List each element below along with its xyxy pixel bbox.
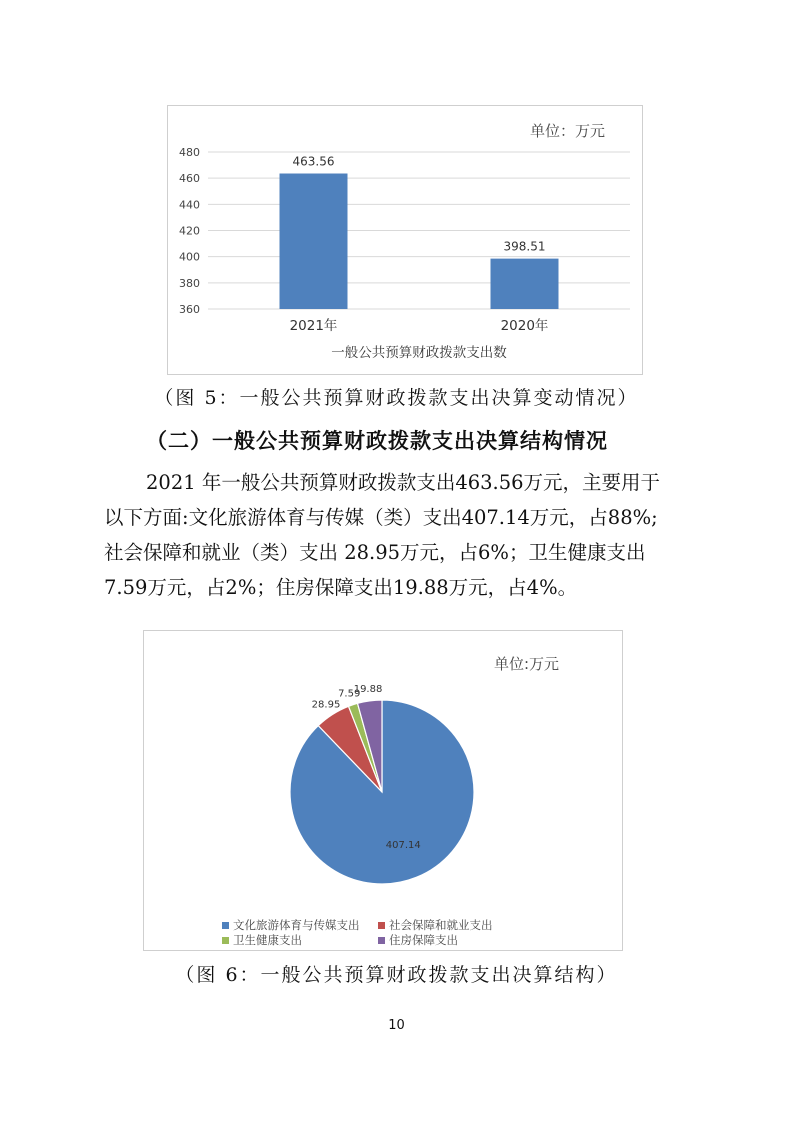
section-heading: （二）一般公共预算财政拨款支出决算结构情况 xyxy=(146,429,608,453)
bar-data-label: 398.51 xyxy=(503,239,546,254)
pie-legend xyxy=(144,631,622,950)
pie-chart-unit: 单位:万元 xyxy=(494,655,560,673)
legend-label: 社会保障和就业支出 xyxy=(389,918,493,932)
pie-data-label: 407.14 xyxy=(385,839,421,851)
pie-data-label: 19.88 xyxy=(353,683,383,695)
bar-chart-frame xyxy=(167,105,643,375)
pie-chart-frame xyxy=(143,630,623,951)
paragraph-line-2: 以下方面:文化旅游体育与传媒（类）支出407.14万元，占88%; xyxy=(104,506,658,529)
body-paragraph xyxy=(104,465,704,605)
bar-chart-unit: 单位：万元 xyxy=(530,122,606,140)
bar xyxy=(280,174,348,309)
paragraph-line-4: 7.59万元，占2%；住房保障支出19.88万元，占4%。 xyxy=(104,576,578,599)
bar xyxy=(491,259,559,309)
x-axis-label: 一般公共预算财政拨款支出数 xyxy=(331,345,507,361)
pie-chart-caption: （图 6：一般公共预算财政拨款支出决算结构） xyxy=(175,964,618,986)
legend-swatch xyxy=(222,922,229,929)
legend-label: 住房保障支出 xyxy=(389,933,458,947)
paragraph-line-3: 社会保障和就业（类）支出 28.95万元，占6%；卫生健康支出 xyxy=(104,541,646,564)
pie-data-label: 7.59 xyxy=(338,688,361,700)
y-tick-label: 420 xyxy=(179,224,200,238)
y-tick-label: 480 xyxy=(179,146,200,159)
page-number: 10 xyxy=(388,1018,405,1033)
legend-item xyxy=(222,917,360,933)
x-tick-label: 2020年 xyxy=(500,318,549,334)
y-tick-label: 460 xyxy=(179,172,200,186)
y-tick-label: 440 xyxy=(179,198,200,212)
legend-item xyxy=(378,932,458,948)
legend-swatch xyxy=(222,937,229,944)
y-tick-label: 360 xyxy=(179,303,200,316)
bar-chart-caption: （图 5：一般公共预算财政拨款支出决算变动情况） xyxy=(154,387,639,409)
legend-swatch xyxy=(378,922,385,929)
y-tick-label: 380 xyxy=(179,276,200,290)
paragraph-line-1: 2021 年一般公共预算财政拨款支出463.56万元，主要用于 xyxy=(146,471,661,494)
bar-chart xyxy=(168,106,642,374)
pie-data-label: 28.95 xyxy=(311,699,341,711)
legend-label: 文化旅游体育与传媒支出 xyxy=(233,918,360,932)
legend-label: 卫生健康支出 xyxy=(233,933,302,947)
x-tick-label: 2021年 xyxy=(289,318,338,334)
y-tick-label: 400 xyxy=(179,250,200,264)
bar-data-label: 463.56 xyxy=(292,154,335,169)
legend-item xyxy=(222,932,302,948)
legend-swatch xyxy=(378,937,385,944)
legend-item xyxy=(378,917,493,933)
